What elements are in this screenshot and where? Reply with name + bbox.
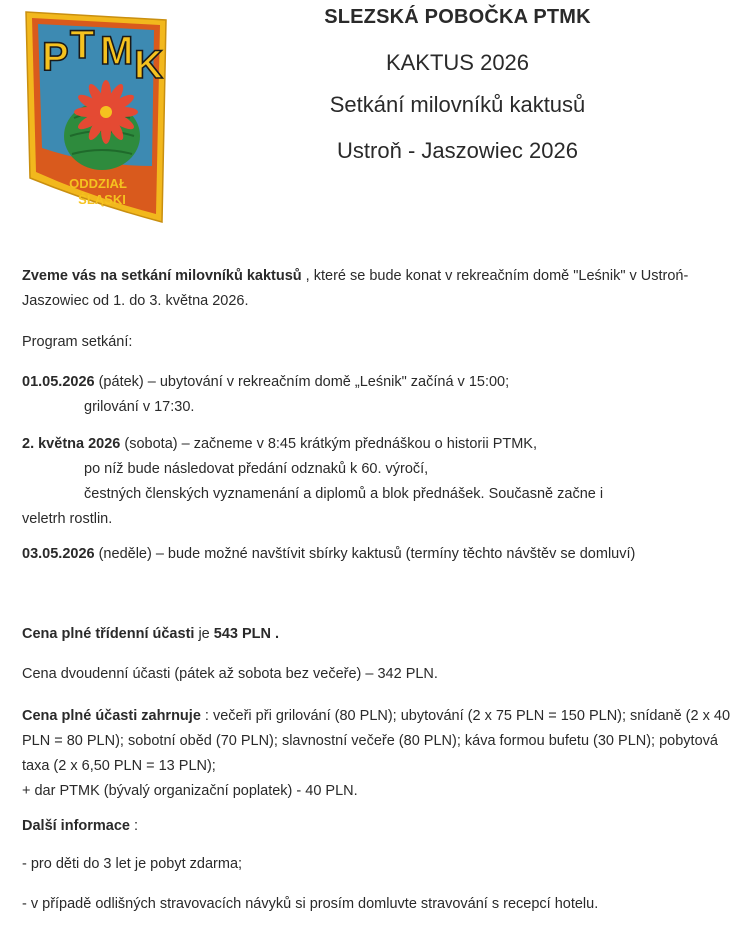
program-day3 [22, 542, 736, 567]
price-full-value: 543 PLN [213, 626, 271, 642]
logo-line-oddzial: ODDZIAŁ [69, 176, 127, 191]
price-full-mid: je [194, 626, 214, 642]
price-full [22, 622, 736, 647]
includes-text: : večeři při grilování (80 PLN); ubytování (2 x 75 PLN = 150 PLN); snídaně (2 x 40 PLN = 80 PLN); sobotní oběd (70 PLN); slavnostní večeře (80 PLN); káva formou bufetu (30 PLN); pobytová taxa (2 x 6,50 PLN = 13 PLN); [22, 708, 731, 774]
more-info-heading [22, 814, 736, 839]
program-day1 [22, 370, 736, 420]
day3-date: 03.05.2026 [22, 546, 95, 562]
logo-letter-t: T [70, 23, 95, 67]
intro-paragraph [22, 264, 736, 314]
day2-line4: veletrh rostlin. [22, 511, 113, 527]
info-diet: - v případě odlišných stravovacích návyků si prosím domluvte stravování s recepcí hotelu. [22, 896, 599, 912]
day1-line2: grilování v 17:30. [84, 399, 195, 415]
price-two-day: Cena dvoudenní účasti (pátek až sobota bez večeře) – 342 PLN. [22, 666, 438, 682]
intro-text: , které se bude konat v rekreačním domě "Leśnik" v Ustroń-Jaszowiec od 1. do 3. května 2026. [22, 268, 689, 309]
event-title: KAKTUS 2026 [385, 50, 530, 75]
program-day2 [22, 432, 736, 532]
day2-line2: po níž bude následovat předání odznaků k 60. výročí, [84, 461, 429, 477]
price-includes [22, 704, 736, 804]
day1-line1: (pátek) – ubytování v rekreačním domě „Leśnik" začíná v 15:00; [94, 374, 510, 390]
price-full-label: Cena plné třídenní účasti [22, 626, 195, 642]
event-place: Ustroň - Jaszowiec 2026 [337, 138, 578, 163]
ptmk-logo [22, 8, 170, 228]
logo-letter-p: P [42, 35, 69, 79]
day1-date: 01.05.2026 [22, 374, 95, 390]
logo-line-slaski: ŚLĄSKI [78, 192, 126, 207]
price-full-end: . [271, 626, 280, 642]
includes-extra: + dar PTMK (bývalý organizační poplatek) - 40 PLN. [22, 783, 358, 799]
info-children: - pro děti do 3 let je pobyt zdarma; [22, 856, 243, 872]
event-subtitle: Setkání milovníků kaktusů [329, 92, 586, 117]
day3-line1: (neděle) – bude možné navštívit sbírky kaktusů (termíny těchto návštěv se domluví) [94, 546, 636, 562]
includes-label: Cena plné účasti zahrnuje [22, 708, 201, 724]
more-info-label: Další informace [22, 818, 130, 834]
day2-line3: čestných členských vyznamenání a diplomů a blok přednášek. Současně začne i [84, 486, 604, 502]
program-label: Program setkání: [22, 334, 133, 350]
logo-letter-k: K [134, 43, 163, 87]
day2-date: 2. května 2026 [22, 436, 121, 452]
more-info-colon: : [130, 818, 139, 834]
organization-title: SLEZSKÁ POBOČKA PTMK [324, 6, 591, 28]
day2-line1: (sobota) – začneme v 8:45 krátkým přednáškou o historii PTMK, [120, 436, 538, 452]
logo-letter-m: M [100, 29, 134, 73]
intro-bold: Zveme vás na setkání milovníků kaktusů [22, 268, 302, 284]
